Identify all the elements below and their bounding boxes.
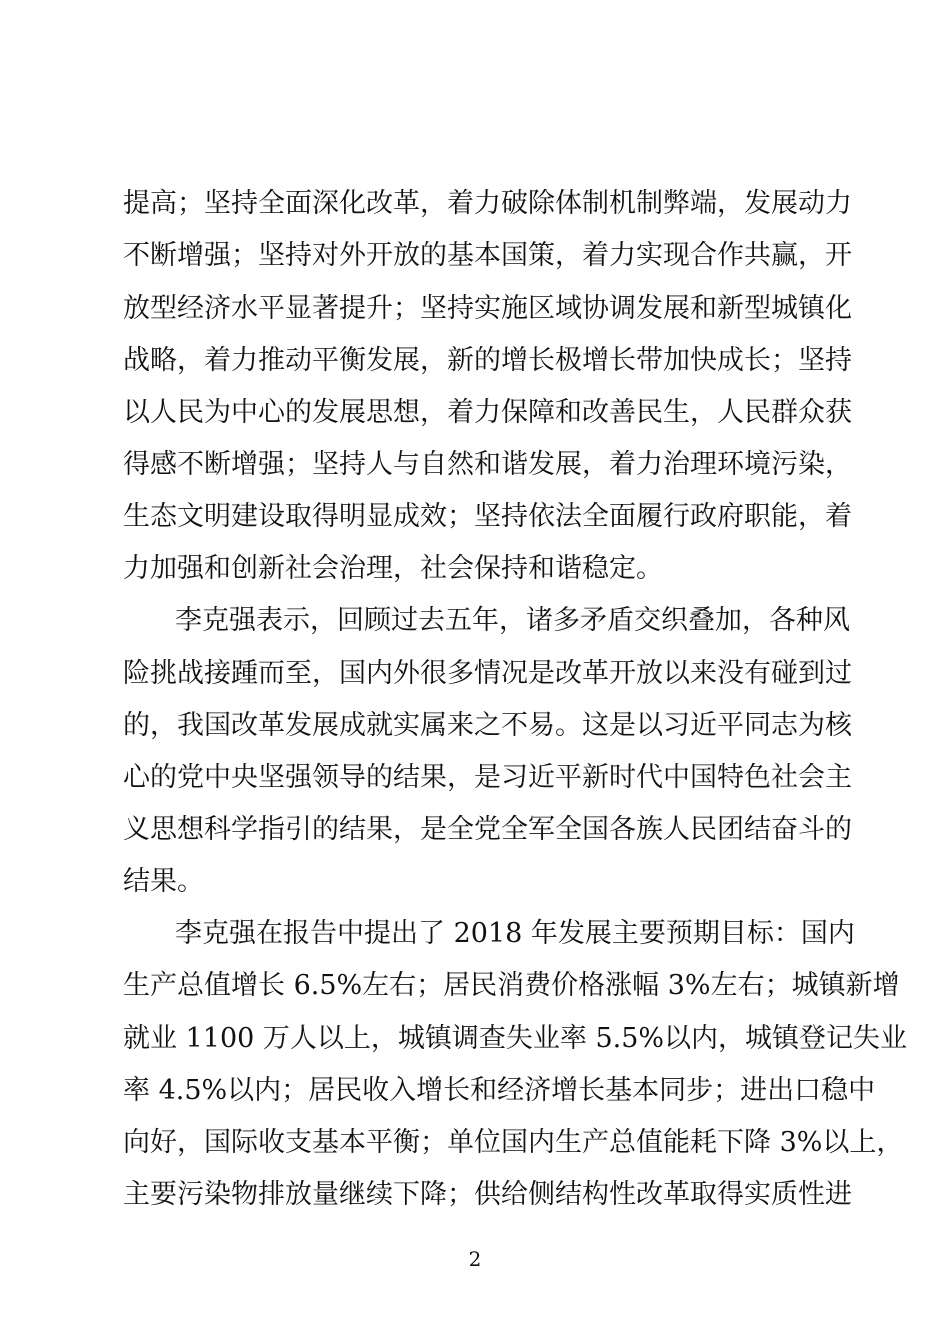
text-line: 心的党中央坚强领导的结果，是习近平新时代中国特色社会主 [123, 762, 852, 793]
text-line: 险挑战接踵而至，国内外很多情况是改革开放以来没有碰到过 [123, 658, 852, 689]
text-line: 义思想科学指引的结果，是全党全军全国各族人民团结奋斗的 [123, 814, 852, 845]
text-line: 提高；坚持全面深化改革，着力破除体制机制弊端，发展动力 [123, 188, 852, 219]
text-line: 结果。 [123, 866, 204, 897]
text-line: 生态文明建设取得明显成效；坚持依法全面履行政府职能，着 [123, 501, 852, 532]
text-line: 率 4.5%以内；居民收入增长和经济增长基本同步；进出口稳中 [123, 1075, 876, 1106]
text-line: 放型经济水平显著提升；坚持实施区域协调发展和新型城镇化 [123, 293, 852, 324]
text-line: 向好，国际收支基本平衡；单位国内生产总值能耗下降 3%以上， [123, 1127, 904, 1158]
text-line: 得感不断增强；坚持人与自然和谐发展，着力治理环境污染， [123, 449, 852, 480]
text-line: 不断增强；坚持对外开放的基本国策，着力实现合作共赢，开 [123, 240, 852, 271]
text-line: 生产总值增长 6.5%左右；居民消费价格涨幅 3%左右；城镇新增 [123, 970, 900, 1001]
paragraph-first-line: 李克强表示，回顾过去五年，诸多矛盾交织叠加，各种风 [175, 605, 850, 636]
text-line: 战略，着力推动平衡发展，新的增长极增长带加快成长；坚持 [123, 345, 852, 376]
page-number: 2 [468, 1247, 482, 1271]
text-line: 力加强和创新社会治理，社会保持和谐稳定。 [123, 553, 663, 584]
text-line: 就业 1100 万人以上，城镇调查失业率 5.5%以内，城镇登记失业 [123, 1023, 908, 1054]
paragraph-first-line: 李克强在报告中提出了 2018 年发展主要预期目标：国内 [175, 918, 855, 949]
text-line: 主要污染物排放量继续下降；供给侧结构性改革取得实质性进 [123, 1179, 852, 1210]
text-line: 以人民为中心的发展思想，着力保障和改善民生，人民群众获 [123, 397, 852, 428]
text-line: 的，我国改革发展成就实属来之不易。这是以习近平同志为核 [123, 710, 852, 741]
